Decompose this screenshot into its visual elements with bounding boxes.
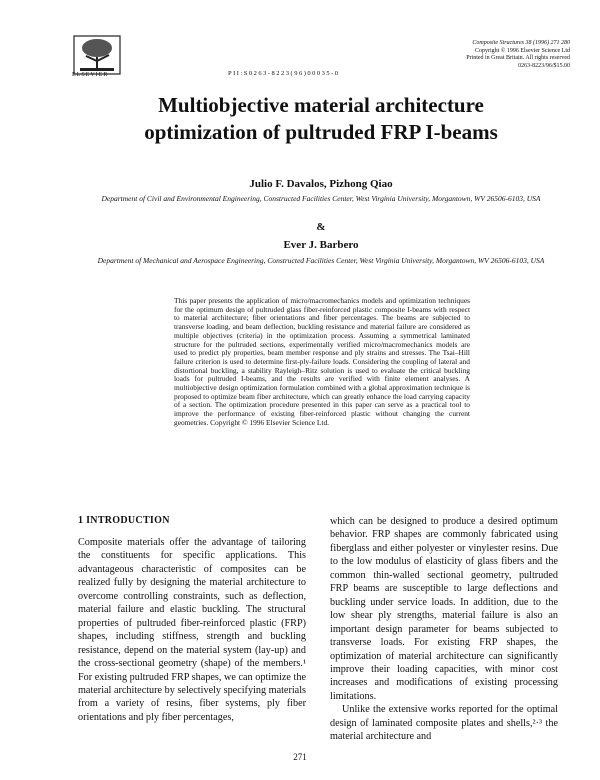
authors-group-2: Ever J. Barbero: [283, 239, 359, 251]
authors-group-1: Julio F. Davalos, Pizhong Qiao: [249, 178, 393, 190]
journal-line: Printed in Great Britain. All rights reserved: [466, 55, 570, 61]
paragraph: Composite materials offer the advantage of tailoring the constituents for specific applications. This advantageous characteristic of composites can be realized fully by designing the material architecture to overcome controlling constraints, such as deflection, material failure and elastic buckling. The structural properties of pultruded fiber-reinforced plastic (FRP) shapes, including stiffness, strength and buckling resistance, depend on the material system (lay-up) and the cross-sectional geometry (shape) of the members.¹ For existing pultruded FRP shapes, we can optimize the material architecture by selectively specifying materials from a variety of resins, fiber systems, ply fiber orientations and ply fiber percentages,: [78, 537, 306, 723]
paragraph: Unlike the extensive works reported for the optimal design of laminated composite plates and shells,²·³ the material architecture and: [330, 704, 558, 743]
paper-title: [60, 92, 582, 146]
journal-line: 0263-8223/96/$15.00: [518, 62, 570, 69]
left-column: [78, 536, 306, 724]
affiliation-2: Department of Mechanical and Aerospace Engineering, Constructed Facilities Center, West Virginia University, Morgantown, WV 26506-6103, USA: [97, 256, 545, 265]
journal-info: [370, 40, 570, 70]
page-number: 271: [293, 752, 307, 762]
publisher-label: ELSEVIER: [72, 72, 109, 78]
section-heading: 1 INTRODUCTION: [78, 515, 170, 526]
title-line: Multiobjective material architecture: [158, 93, 484, 117]
author-separator: &: [316, 221, 326, 233]
paragraph: which can be designed to produce a desired optimum behavior. FRP shapes are commonly fabricated using fiberglass and either polyester or vinylester resins. Due to the low modulus of elasticity of glass fibers and the common thin-walled sectional geometry, pultruded FRP beams are susceptible to large deflections and buckling under service loads. In addition, due to the low shear ply strengths, material failure is also an important design parameter for beams subjected to transverse loads. For existing FRP shapes, the optimization of material architecture can significantly improve their loading capacities, with minor cost increases and modifications of existing processing limitations.: [330, 516, 558, 702]
pii-code: PII:S0263-8223(96)00035-0: [228, 70, 340, 77]
abstract: This paper presents the application of micro/macromechanics models and optimization techniques for the optimum design of pultruded glass fiber-reinforced plastic composite I-beams with respect to material architecture; fiber orientations and fiber percentages. The beams are subjected to transverse loading, and beam deflection, buckling resistance and material failure are considered as multiple objectives (criteria) in the optimization process. Assuming a symmetrical laminated structure for the pultruded sections, experimentally verified micro/macromechanics models are used to predict ply properties, beam member response and ply strains and stresses. The Tsai–Hill failure criterion is used to determine first-ply-failure loads. Considering the coupling of lateral and distortional buckling, a stability Rayleigh–Ritz solution is used to evaluate the critical buckling loads for pultruded I-beams, and the results are verified with finite element analyses. A multiobjective design optimization formulation combined with a global approximation technique is proposed to optimize beam fiber architecture, which can greatly enhance the load carrying capacity of a section. The optimization procedure presented in this paper can serve as a practical tool to improve the performance of existing fiber-reinforced plastic without changing the current geometries. Copyright © 1996 Elsevier Science Ltd.: [174, 296, 470, 427]
affiliation-1: Department of Civil and Environmental Engineering, Constructed Facilities Center, West Virginia University, Morgantown, WV 26506-6103, USA: [101, 194, 541, 203]
right-column: [330, 515, 558, 744]
title-line: optimization of pultruded FRP I-beams: [144, 120, 498, 144]
journal-line: Copyright © 1996 Elsevier Science Ltd: [474, 47, 570, 54]
journal-line: Composite Structures 38 (1996) 271 280: [472, 40, 570, 46]
